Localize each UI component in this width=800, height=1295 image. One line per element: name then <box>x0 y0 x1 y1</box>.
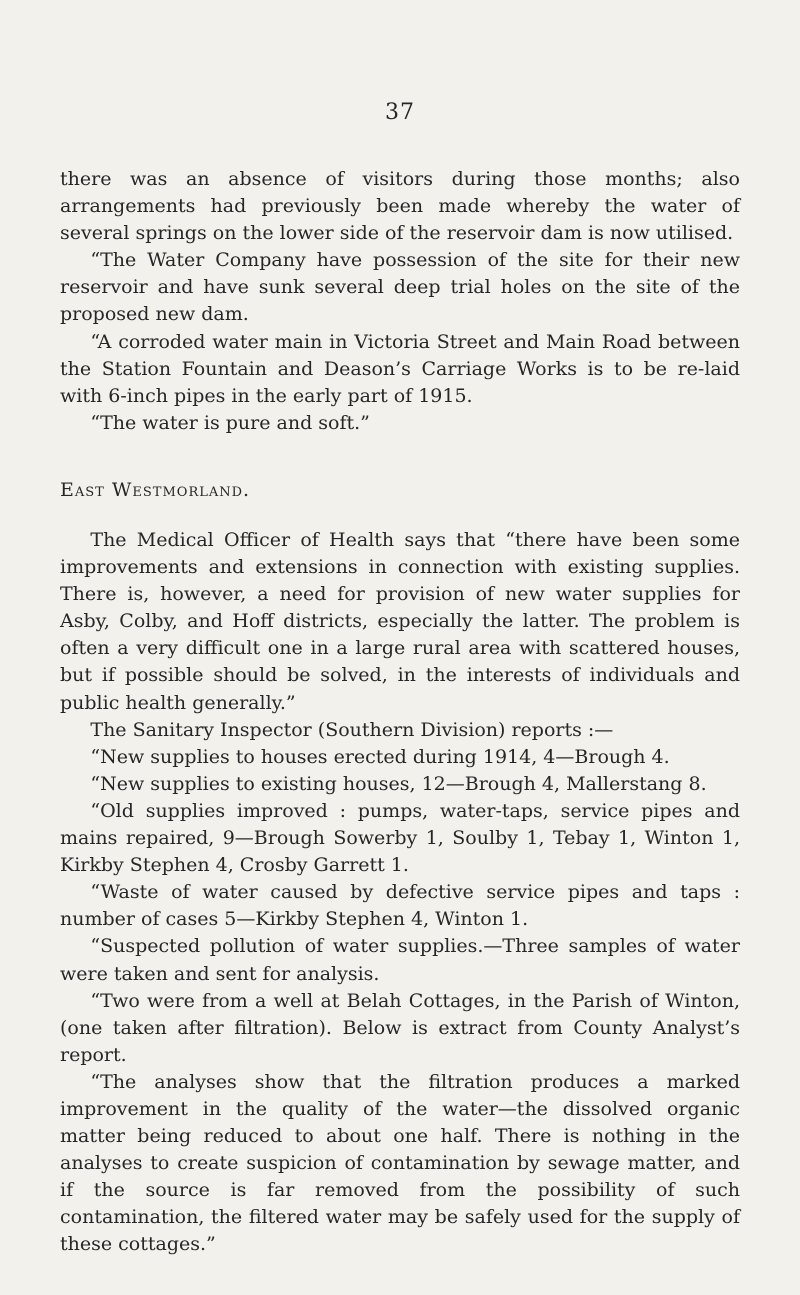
paragraph: “The water is pure and soft.” <box>90 411 370 434</box>
paragraph: “The analyses show that the filtration produces a marked improvement in the quality of the water—the dissolved organic matter being reduced to about one half. There is nothing in the analyses to create suspicion of contamination by sewage matter, and if the source is far removed from the possibility of such contamination, the filtered water may be safely used for the supply of these cottages.” <box>60 1070 740 1256</box>
paragraph: “Two were from a well at Belah Cottages, in the Parish of Winton, (one taken after filtration). Below is extract from County Analyst’s report. <box>60 989 740 1066</box>
paragraph: The Sanitary Inspector (Southern Division) reports :— <box>90 718 614 741</box>
paragraph: “A corroded water main in Victoria Street and Main Road between the Station Fountain and Deason’s Carriage Works is to be re-laid with 6-inch pipes in the early part of 1915. <box>60 330 740 407</box>
paragraph: there was an absence of visitors during those months; also arrangements had previously been made whereby the water of several springs on the lower side of the reservoir dam is now utilised. <box>60 168 740 245</box>
paragraph: “New supplies to houses erected during 1914, 4—Brough 4. <box>90 745 670 768</box>
section-heading: East Westmorland. <box>60 479 251 501</box>
paragraph: The Medical Officer of Health says that “there have been some improvements and extensions in connection with existing supplies. There is, however, a need for provision of new water supplies for Asby, Colby, and Hoff districts, especially the latter. The problem is often a very difficult one in a large rural area with scattered houses, but if possible should be solved, in the interests of individuals and public health generally.” <box>60 529 740 714</box>
paragraph: “New supplies to existing houses, 12—Brough 4, Mallerstang 8. <box>90 772 707 795</box>
paragraph: “Suspected pollution of water supplies.—Three samples of water were taken and sent for analysis. <box>60 935 740 985</box>
text-block-top <box>60 166 740 437</box>
page-number: 37 <box>385 100 415 125</box>
paragraph: “Old supplies improved : pumps, water-taps, service pipes and mains repaired, 9—Brough Sowerby 1, Soulby 1, Tebay 1, Winton 1, Kirkby Stephen 4, Crosby Garrett 1. <box>60 799 740 877</box>
text-block-main <box>60 527 740 1259</box>
paragraph: “The Water Company have possession of the site for their new reservoir and have sunk several deep trial holes on the site of the proposed new dam. <box>60 249 740 326</box>
paragraph: “Waste of water caused by defective service pipes and taps : number of cases 5—Kirkby Stephen 4, Winton 1. <box>60 881 740 931</box>
